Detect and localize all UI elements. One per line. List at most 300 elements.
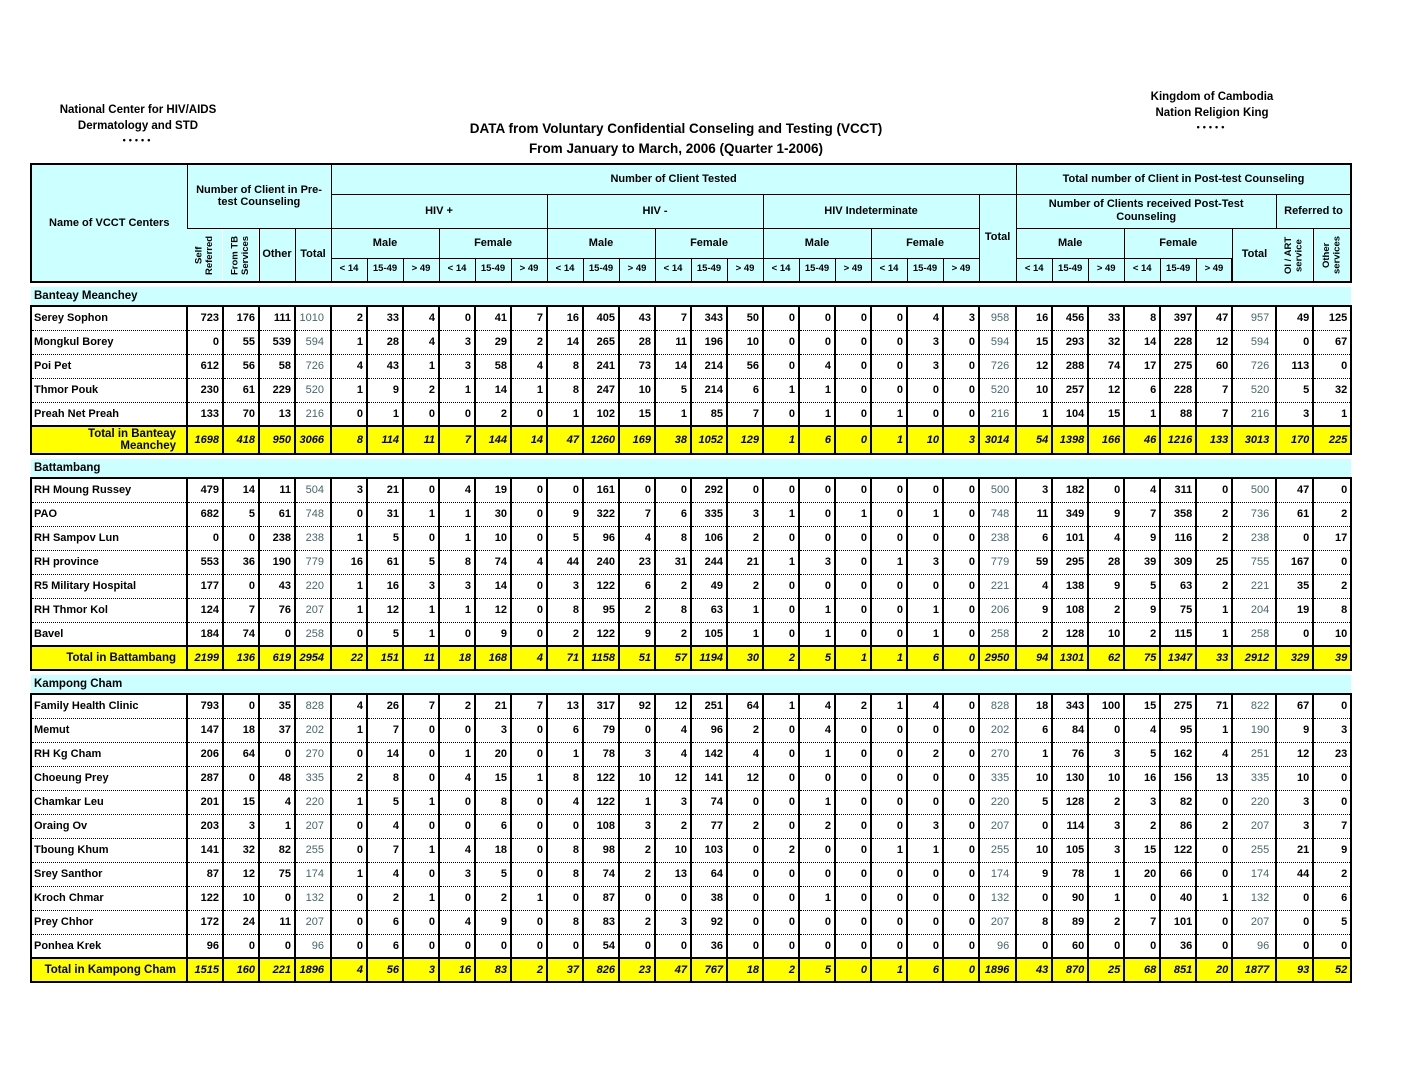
value-cell: 0 (439, 886, 475, 910)
value-cell: 8 (1313, 598, 1351, 622)
value-cell: 216 (295, 402, 331, 426)
value-cell: 4 (1016, 574, 1052, 598)
value-cell: 30 (475, 502, 511, 526)
value-cell: 0 (511, 402, 547, 426)
value-cell: 0 (871, 378, 907, 402)
value-cell: 10 (1016, 766, 1052, 790)
value-cell: 2 (1088, 598, 1124, 622)
value-cell: 240 (583, 550, 619, 574)
value-cell: 0 (943, 502, 979, 526)
value-cell: 0 (871, 330, 907, 354)
value-cell: 257 (1052, 378, 1088, 402)
header-hivpos-male: Male (331, 228, 439, 258)
value-cell: 16 (547, 306, 583, 330)
value-cell: 58 (475, 354, 511, 378)
value-cell: 4 (799, 694, 835, 718)
value-cell: 12 (727, 766, 763, 790)
row-name-cell: RH Thmor Kol (31, 598, 187, 622)
value-cell: 141 (187, 838, 223, 862)
value-cell: 1 (331, 574, 367, 598)
value-cell: 6 (367, 934, 403, 958)
value-cell: 79 (583, 718, 619, 742)
total-value-cell: 168 (475, 646, 511, 670)
value-cell: 3 (331, 478, 367, 502)
value-cell: 61 (223, 378, 259, 402)
value-cell: 0 (835, 742, 871, 766)
value-cell: 2 (763, 838, 799, 862)
value-cell: 12 (223, 862, 259, 886)
value-cell: 726 (1232, 354, 1276, 378)
value-cell: 0 (763, 718, 799, 742)
value-cell: 8 (547, 838, 583, 862)
value-cell: 5 (1124, 574, 1160, 598)
value-cell: 6 (1016, 718, 1052, 742)
value-cell: 36 (1160, 934, 1196, 958)
value-cell: 1 (439, 598, 475, 622)
section-band (31, 675, 1351, 694)
table-row (31, 402, 1351, 426)
value-cell: 73 (619, 354, 655, 378)
value-cell: 0 (871, 306, 907, 330)
value-cell: 96 (1232, 934, 1276, 958)
value-cell: 13 (1196, 766, 1232, 790)
value-cell: 96 (979, 934, 1016, 958)
value-cell: 114 (1052, 814, 1088, 838)
value-cell: 174 (1232, 862, 1276, 886)
total-value-cell: 1515 (187, 958, 223, 982)
section-title: Battambang (31, 459, 1351, 478)
total-value-cell: 166 (1088, 426, 1124, 454)
value-cell: 397 (1160, 306, 1196, 330)
total-value-cell: 20 (1196, 958, 1232, 982)
total-value-cell: 0 (943, 958, 979, 982)
table-row (31, 622, 1351, 646)
value-cell: 335 (295, 766, 331, 790)
kingdom-line1: Kingdom of Cambodia (1150, 91, 1274, 103)
value-cell: 16 (1124, 766, 1160, 790)
value-cell: 0 (439, 934, 475, 958)
total-value-cell: 22 (331, 646, 367, 670)
value-cell: 0 (331, 838, 367, 862)
value-cell: 1 (871, 550, 907, 574)
value-cell: 292 (691, 478, 727, 502)
value-cell: 238 (979, 526, 1016, 550)
value-cell: 0 (799, 862, 835, 886)
value-cell: 16 (1016, 306, 1052, 330)
value-cell: 4 (367, 814, 403, 838)
value-cell: 103 (691, 838, 727, 862)
header-hivind-female: Female (871, 228, 979, 258)
value-cell: 12 (1088, 378, 1124, 402)
value-cell: 793 (187, 694, 223, 718)
value-cell: 6 (619, 574, 655, 598)
total-value-cell: 170 (1276, 426, 1313, 454)
value-cell: 74 (583, 862, 619, 886)
value-cell: 132 (979, 886, 1016, 910)
value-cell: 0 (943, 478, 979, 502)
value-cell: 1 (547, 742, 583, 766)
value-cell: 0 (1124, 934, 1160, 958)
total-value-cell: 33 (1196, 646, 1232, 670)
value-cell: 0 (907, 378, 943, 402)
value-cell: 61 (1276, 502, 1313, 526)
total-value-cell: 1 (871, 646, 907, 670)
value-cell: 1 (763, 378, 799, 402)
value-cell: 5 (475, 862, 511, 886)
value-cell: 101 (1052, 526, 1088, 550)
value-cell: 0 (943, 862, 979, 886)
value-cell: 12 (475, 598, 511, 622)
value-cell: 7 (1124, 502, 1160, 526)
value-cell: 1 (727, 598, 763, 622)
value-cell: 35 (259, 694, 295, 718)
value-cell: 0 (907, 478, 943, 502)
value-cell: 220 (1232, 790, 1276, 814)
value-cell: 87 (583, 886, 619, 910)
total-value-cell: 93 (1276, 958, 1313, 982)
value-cell: 3 (439, 354, 475, 378)
value-cell: 2 (727, 574, 763, 598)
value-cell: 10 (1016, 378, 1052, 402)
value-cell: 0 (727, 478, 763, 502)
row-name-cell: PAO (31, 502, 187, 526)
value-cell: 9 (1016, 598, 1052, 622)
value-cell: 2 (1196, 526, 1232, 550)
total-value-cell: 619 (259, 646, 295, 670)
value-cell: 4 (1088, 526, 1124, 550)
value-cell: 1 (439, 742, 475, 766)
value-cell: 122 (583, 766, 619, 790)
total-value-cell: 767 (691, 958, 727, 982)
value-cell: 74 (691, 790, 727, 814)
value-cell: 0 (871, 622, 907, 646)
value-cell: 9 (547, 502, 583, 526)
value-cell: 5 (1124, 742, 1160, 766)
value-cell: 104 (1052, 402, 1088, 426)
value-cell: 67 (1276, 694, 1313, 718)
value-cell: 122 (1160, 838, 1196, 862)
value-cell: 0 (727, 886, 763, 910)
value-cell: 349 (1052, 502, 1088, 526)
value-cell: 15 (223, 790, 259, 814)
report-title-line2: From January to March, 2006 (Quarter 1-2006) (528, 140, 824, 156)
value-cell: 822 (1232, 694, 1276, 718)
value-cell: 9 (475, 622, 511, 646)
row-name-cell: R5 Military Hospital (31, 574, 187, 598)
value-cell: 21 (1276, 838, 1313, 862)
total-value-cell: 4 (331, 958, 367, 982)
row-name-cell: RH Sampov Lun (31, 526, 187, 550)
value-cell: 0 (835, 330, 871, 354)
value-cell: 2 (475, 886, 511, 910)
value-cell: 0 (403, 402, 439, 426)
value-cell: 309 (1160, 550, 1196, 574)
header-hiv-negative: HIV - (547, 194, 763, 228)
value-cell: 23 (1313, 742, 1351, 766)
value-cell: 184 (187, 622, 223, 646)
total-value-cell: 160 (223, 958, 259, 982)
value-cell: 0 (835, 478, 871, 502)
value-cell: 216 (1232, 402, 1276, 426)
value-cell: 0 (511, 502, 547, 526)
header-hiv-indeterminate: HIV Indeterminate (763, 194, 979, 228)
value-cell: 31 (367, 502, 403, 526)
value-cell: 343 (691, 306, 727, 330)
value-cell: 1 (403, 886, 439, 910)
value-cell: 10 (727, 330, 763, 354)
value-cell: 0 (223, 934, 259, 958)
value-cell: 1 (331, 598, 367, 622)
value-cell: 258 (979, 622, 1016, 646)
header-pretest-total: Total (295, 228, 331, 282)
value-cell: 0 (511, 598, 547, 622)
header-age-15-49: 15-49 (691, 258, 727, 282)
header-age-over49: > 49 (1196, 258, 1232, 282)
value-cell: 0 (943, 402, 979, 426)
value-cell: 2 (655, 574, 691, 598)
table-row (31, 862, 1351, 886)
value-cell: 5 (1313, 910, 1351, 934)
total-value-cell: 16 (439, 958, 475, 982)
org-header (28, 103, 248, 146)
total-value-cell: 151 (367, 646, 403, 670)
value-cell: 10 (223, 886, 259, 910)
total-value-cell: 43 (1016, 958, 1052, 982)
value-cell: 255 (979, 838, 1016, 862)
value-cell: 0 (1016, 886, 1052, 910)
value-cell: 258 (1232, 622, 1276, 646)
section-band (31, 459, 1351, 478)
vcct-data-table (30, 163, 1352, 983)
value-cell: 0 (907, 910, 943, 934)
value-cell: 190 (1232, 718, 1276, 742)
value-cell: 479 (187, 478, 223, 502)
value-cell: 25 (1196, 550, 1232, 574)
value-cell: 202 (979, 718, 1016, 742)
value-cell: 19 (475, 478, 511, 502)
value-cell: 2 (1016, 622, 1052, 646)
value-cell: 520 (979, 378, 1016, 402)
value-cell: 755 (1232, 550, 1276, 574)
value-cell: 8 (547, 862, 583, 886)
value-cell: 3 (727, 502, 763, 526)
value-cell: 21 (367, 478, 403, 502)
value-cell: 125 (1313, 306, 1351, 330)
total-value-cell: 133 (1196, 426, 1232, 454)
table-row (31, 526, 1351, 550)
value-cell: 16 (367, 574, 403, 598)
value-cell: 5 (367, 622, 403, 646)
value-cell: 3 (1088, 814, 1124, 838)
header-hivpos-female: Female (439, 228, 547, 258)
total-value-cell: 1260 (583, 426, 619, 454)
value-cell: 10 (475, 526, 511, 550)
total-value-cell: 75 (1124, 646, 1160, 670)
value-cell: 96 (295, 934, 331, 958)
total-value-cell: 1698 (187, 426, 223, 454)
value-cell: 66 (1160, 862, 1196, 886)
value-cell: 0 (871, 574, 907, 598)
total-value-cell: 39 (1313, 646, 1351, 670)
total-value-cell: 221 (259, 958, 295, 982)
total-value-cell: 51 (619, 646, 655, 670)
value-cell: 106 (691, 526, 727, 550)
value-cell: 3 (1124, 790, 1160, 814)
value-cell: 238 (295, 526, 331, 550)
value-cell: 20 (475, 742, 511, 766)
value-cell: 0 (1313, 790, 1351, 814)
value-cell: 14 (475, 378, 511, 402)
value-cell: 1 (799, 742, 835, 766)
value-cell: 20 (1124, 862, 1160, 886)
value-cell: 3 (223, 814, 259, 838)
value-cell: 0 (907, 402, 943, 426)
value-cell: 96 (583, 526, 619, 550)
value-cell: 48 (259, 766, 295, 790)
value-cell: 1 (403, 790, 439, 814)
value-cell: 2 (1196, 502, 1232, 526)
value-cell: 0 (907, 862, 943, 886)
value-cell: 56 (223, 354, 259, 378)
value-cell: 115 (1160, 622, 1196, 646)
value-cell: 1 (619, 790, 655, 814)
value-cell: 214 (691, 354, 727, 378)
total-value-cell: 7 (439, 426, 475, 454)
value-cell: 520 (295, 378, 331, 402)
header-hivneg-male: Male (547, 228, 655, 258)
section-total-label: Total in Kampong Cham (31, 958, 187, 982)
value-cell: 0 (943, 814, 979, 838)
value-cell: 8 (1016, 910, 1052, 934)
total-value-cell: 2954 (295, 646, 331, 670)
value-cell: 5 (1016, 790, 1052, 814)
value-cell: 9 (1124, 598, 1160, 622)
value-cell: 207 (295, 910, 331, 934)
table-row (31, 550, 1351, 574)
value-cell: 3 (907, 354, 943, 378)
row-name-cell: Mongkul Borey (31, 330, 187, 354)
value-cell: 0 (511, 790, 547, 814)
value-cell: 75 (1160, 598, 1196, 622)
total-value-cell: 3014 (979, 426, 1016, 454)
value-cell: 0 (907, 718, 943, 742)
value-cell: 1 (763, 502, 799, 526)
table-row (31, 934, 1351, 958)
value-cell: 0 (943, 550, 979, 574)
row-name-cell: Poi Pet (31, 354, 187, 378)
value-cell: 1 (1124, 402, 1160, 426)
value-cell: 0 (511, 934, 547, 958)
value-cell: 2 (1313, 862, 1351, 886)
value-cell: 207 (979, 814, 1016, 838)
value-cell: 221 (1232, 574, 1276, 598)
value-cell: 500 (979, 478, 1016, 502)
header-age-over49: > 49 (403, 258, 439, 282)
value-cell: 14 (367, 742, 403, 766)
value-cell: 1 (1196, 718, 1232, 742)
value-cell: 0 (763, 886, 799, 910)
value-cell: 1 (799, 598, 835, 622)
value-cell: 28 (367, 330, 403, 354)
value-cell: 0 (907, 790, 943, 814)
value-cell: 293 (1052, 330, 1088, 354)
total-value-cell: 94 (1016, 646, 1052, 670)
value-cell: 311 (1160, 478, 1196, 502)
value-cell: 12 (1196, 330, 1232, 354)
section-title: Kampong Cham (31, 675, 1351, 694)
header-other-services: Other services (1313, 228, 1351, 282)
value-cell: 9 (475, 910, 511, 934)
value-cell: 0 (439, 306, 475, 330)
value-cell: 15 (475, 766, 511, 790)
value-cell: 8 (547, 910, 583, 934)
value-cell: 594 (979, 330, 1016, 354)
value-cell: 74 (475, 550, 511, 574)
value-cell: 10 (1276, 766, 1313, 790)
value-cell: 0 (1088, 934, 1124, 958)
value-cell: 0 (475, 934, 511, 958)
value-cell: 12 (1276, 742, 1313, 766)
total-value-cell: 4 (511, 646, 547, 670)
value-cell: 207 (295, 598, 331, 622)
value-cell: 1 (511, 886, 547, 910)
value-cell: 0 (763, 934, 799, 958)
value-cell: 67 (1313, 330, 1351, 354)
value-cell: 61 (367, 550, 403, 574)
value-cell: 49 (1276, 306, 1313, 330)
value-cell: 7 (727, 402, 763, 426)
header-age-15-49: 15-49 (475, 258, 511, 282)
value-cell: 0 (187, 526, 223, 550)
total-value-cell: 52 (1313, 958, 1351, 982)
table-row (31, 354, 1351, 378)
row-name-cell: Memut (31, 718, 187, 742)
header-age-under14: < 14 (871, 258, 907, 282)
value-cell: 32 (223, 838, 259, 862)
value-cell: 0 (943, 378, 979, 402)
value-cell: 0 (1313, 550, 1351, 574)
value-cell: 122 (583, 790, 619, 814)
total-value-cell: 54 (1016, 426, 1052, 454)
value-cell: 3 (907, 550, 943, 574)
value-cell: 0 (619, 934, 655, 958)
value-cell: 64 (223, 742, 259, 766)
value-cell: 4 (1196, 742, 1232, 766)
value-cell: 3 (655, 790, 691, 814)
value-cell: 207 (1232, 910, 1276, 934)
value-cell: 3 (475, 718, 511, 742)
value-cell: 957 (1232, 306, 1276, 330)
total-value-cell: 1052 (691, 426, 727, 454)
section-title: Banteay Meanchey (31, 287, 1351, 306)
total-value-cell: 6 (907, 958, 943, 982)
value-cell: 71 (1196, 694, 1232, 718)
value-cell: 251 (1232, 742, 1276, 766)
value-cell: 0 (187, 330, 223, 354)
value-cell: 11 (259, 478, 295, 502)
value-cell: 214 (691, 378, 727, 402)
total-value-cell: 8 (331, 426, 367, 454)
header-age-over49: > 49 (727, 258, 763, 282)
section-band (31, 287, 1351, 306)
value-cell: 1 (403, 354, 439, 378)
value-cell: 1 (439, 526, 475, 550)
value-cell: 1 (907, 598, 943, 622)
total-value-cell: 37 (547, 958, 583, 982)
header-age-over49: > 49 (835, 258, 871, 282)
value-cell: 0 (763, 402, 799, 426)
value-cell: 4 (619, 526, 655, 550)
